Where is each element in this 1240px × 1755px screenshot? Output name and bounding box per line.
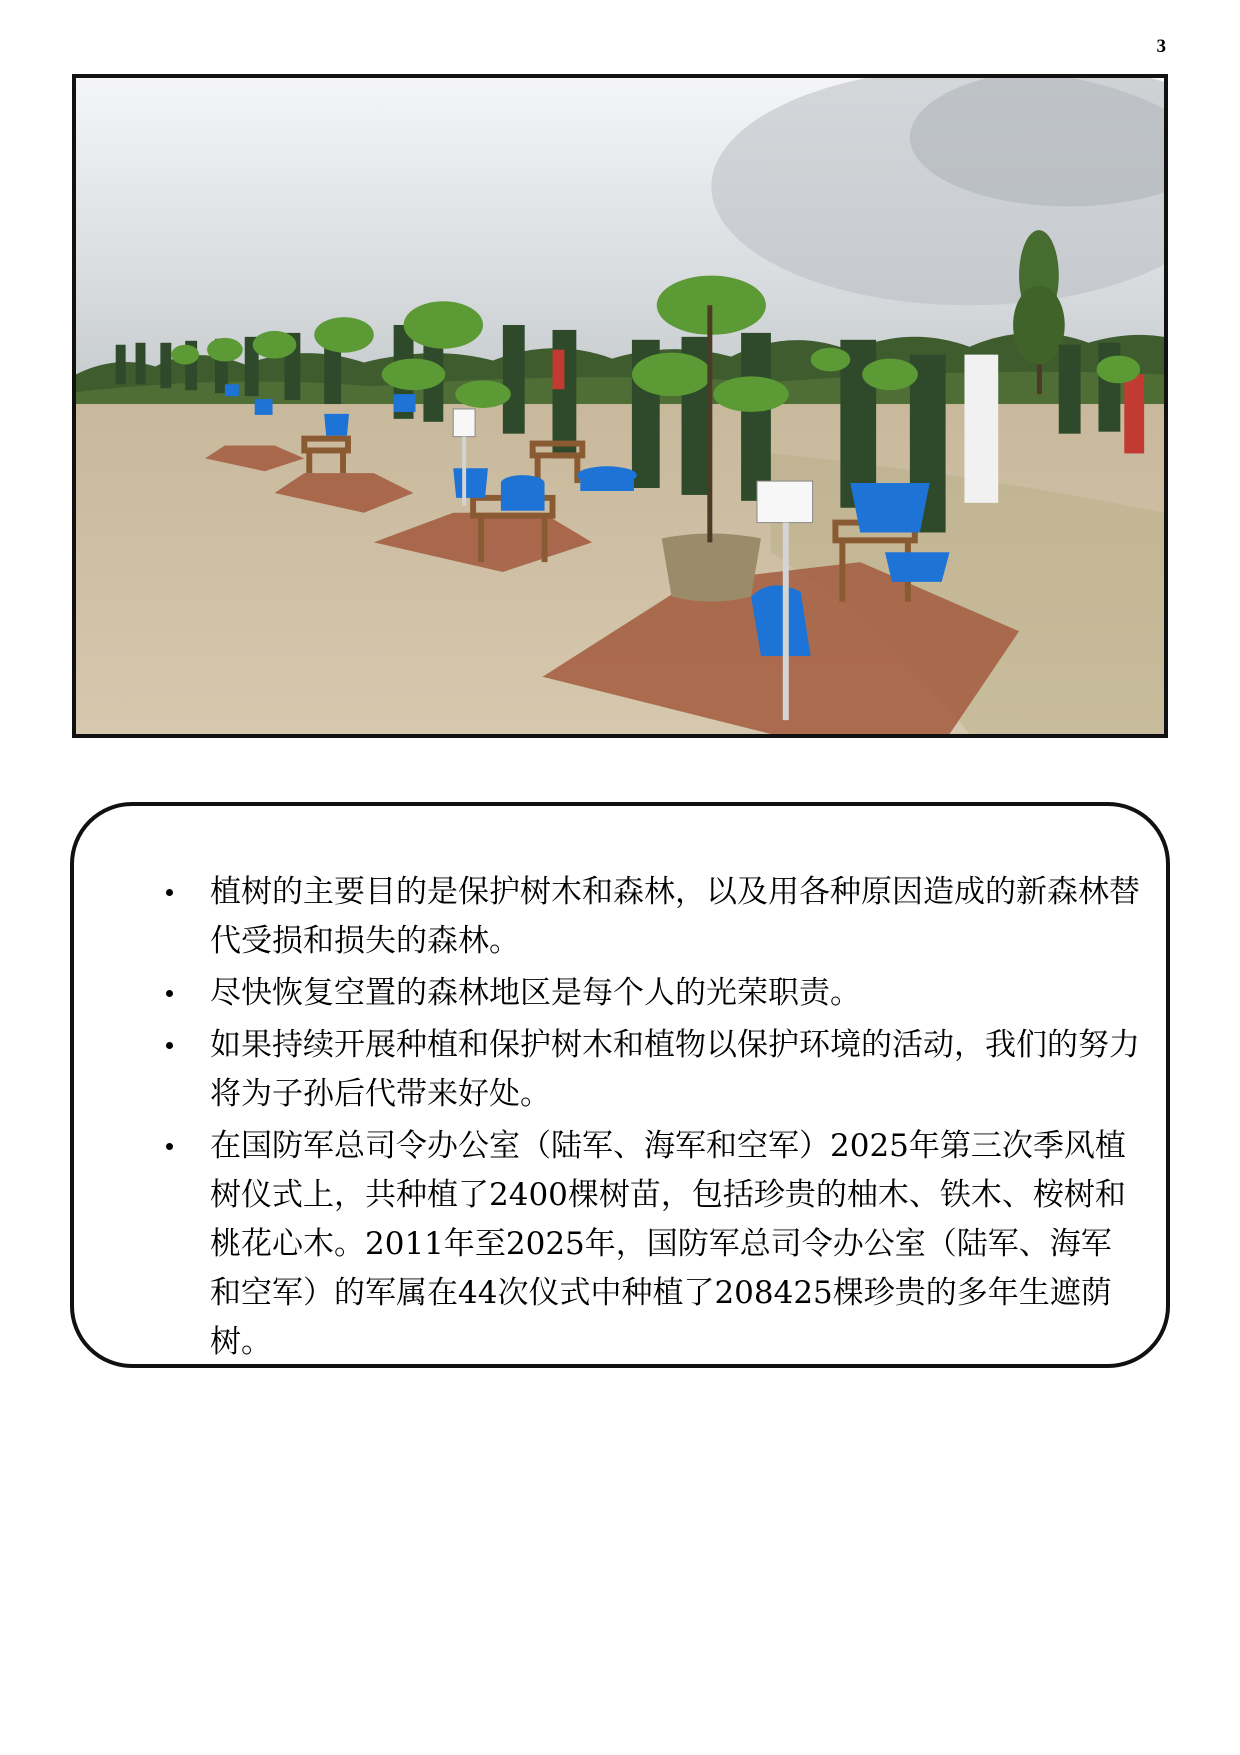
list-item: [140, 969, 1140, 1018]
bullet-icon: [166, 1143, 173, 1150]
list-item: [140, 868, 1140, 966]
list-item: [140, 1021, 1140, 1119]
bullet-icon: [166, 990, 173, 997]
list-item-text: 尽快恢复空置的森林地区是每个人的光荣职责。: [210, 975, 861, 1011]
bullet-icon: [166, 1042, 173, 1049]
bullet-icon: [166, 889, 173, 896]
list-item: [140, 1122, 1140, 1367]
page-number: 3: [1156, 36, 1166, 57]
bullet-list: [140, 868, 1140, 1370]
ceremony-photo: [72, 74, 1168, 738]
list-item-text: 在国防军总司令办公室（陆军、海军和空军）2025年第三次季风植树仪式上，共种植了2400棵树苗，包括珍贵的柚木、铁木、桉树和桃花心木。2011年至2025年，国防军总司令办公室（陆军、海军和空军）的军属在44次仪式中种植了208425棵珍贵的多年生遮荫树。: [210, 1128, 1126, 1360]
tree-planting-ceremony-photo-icon: [76, 78, 1164, 734]
caption-box: [70, 802, 1170, 1368]
list-item-text: 植树的主要目的是保护树木和森林，以及用各种原因造成的新森林替代受损和损失的森林。: [210, 874, 1140, 959]
list-item-text: 如果持续开展种植和保护树木和植物以保护环境的活动，我们的努力将为子孙后代带来好处。: [210, 1027, 1140, 1112]
